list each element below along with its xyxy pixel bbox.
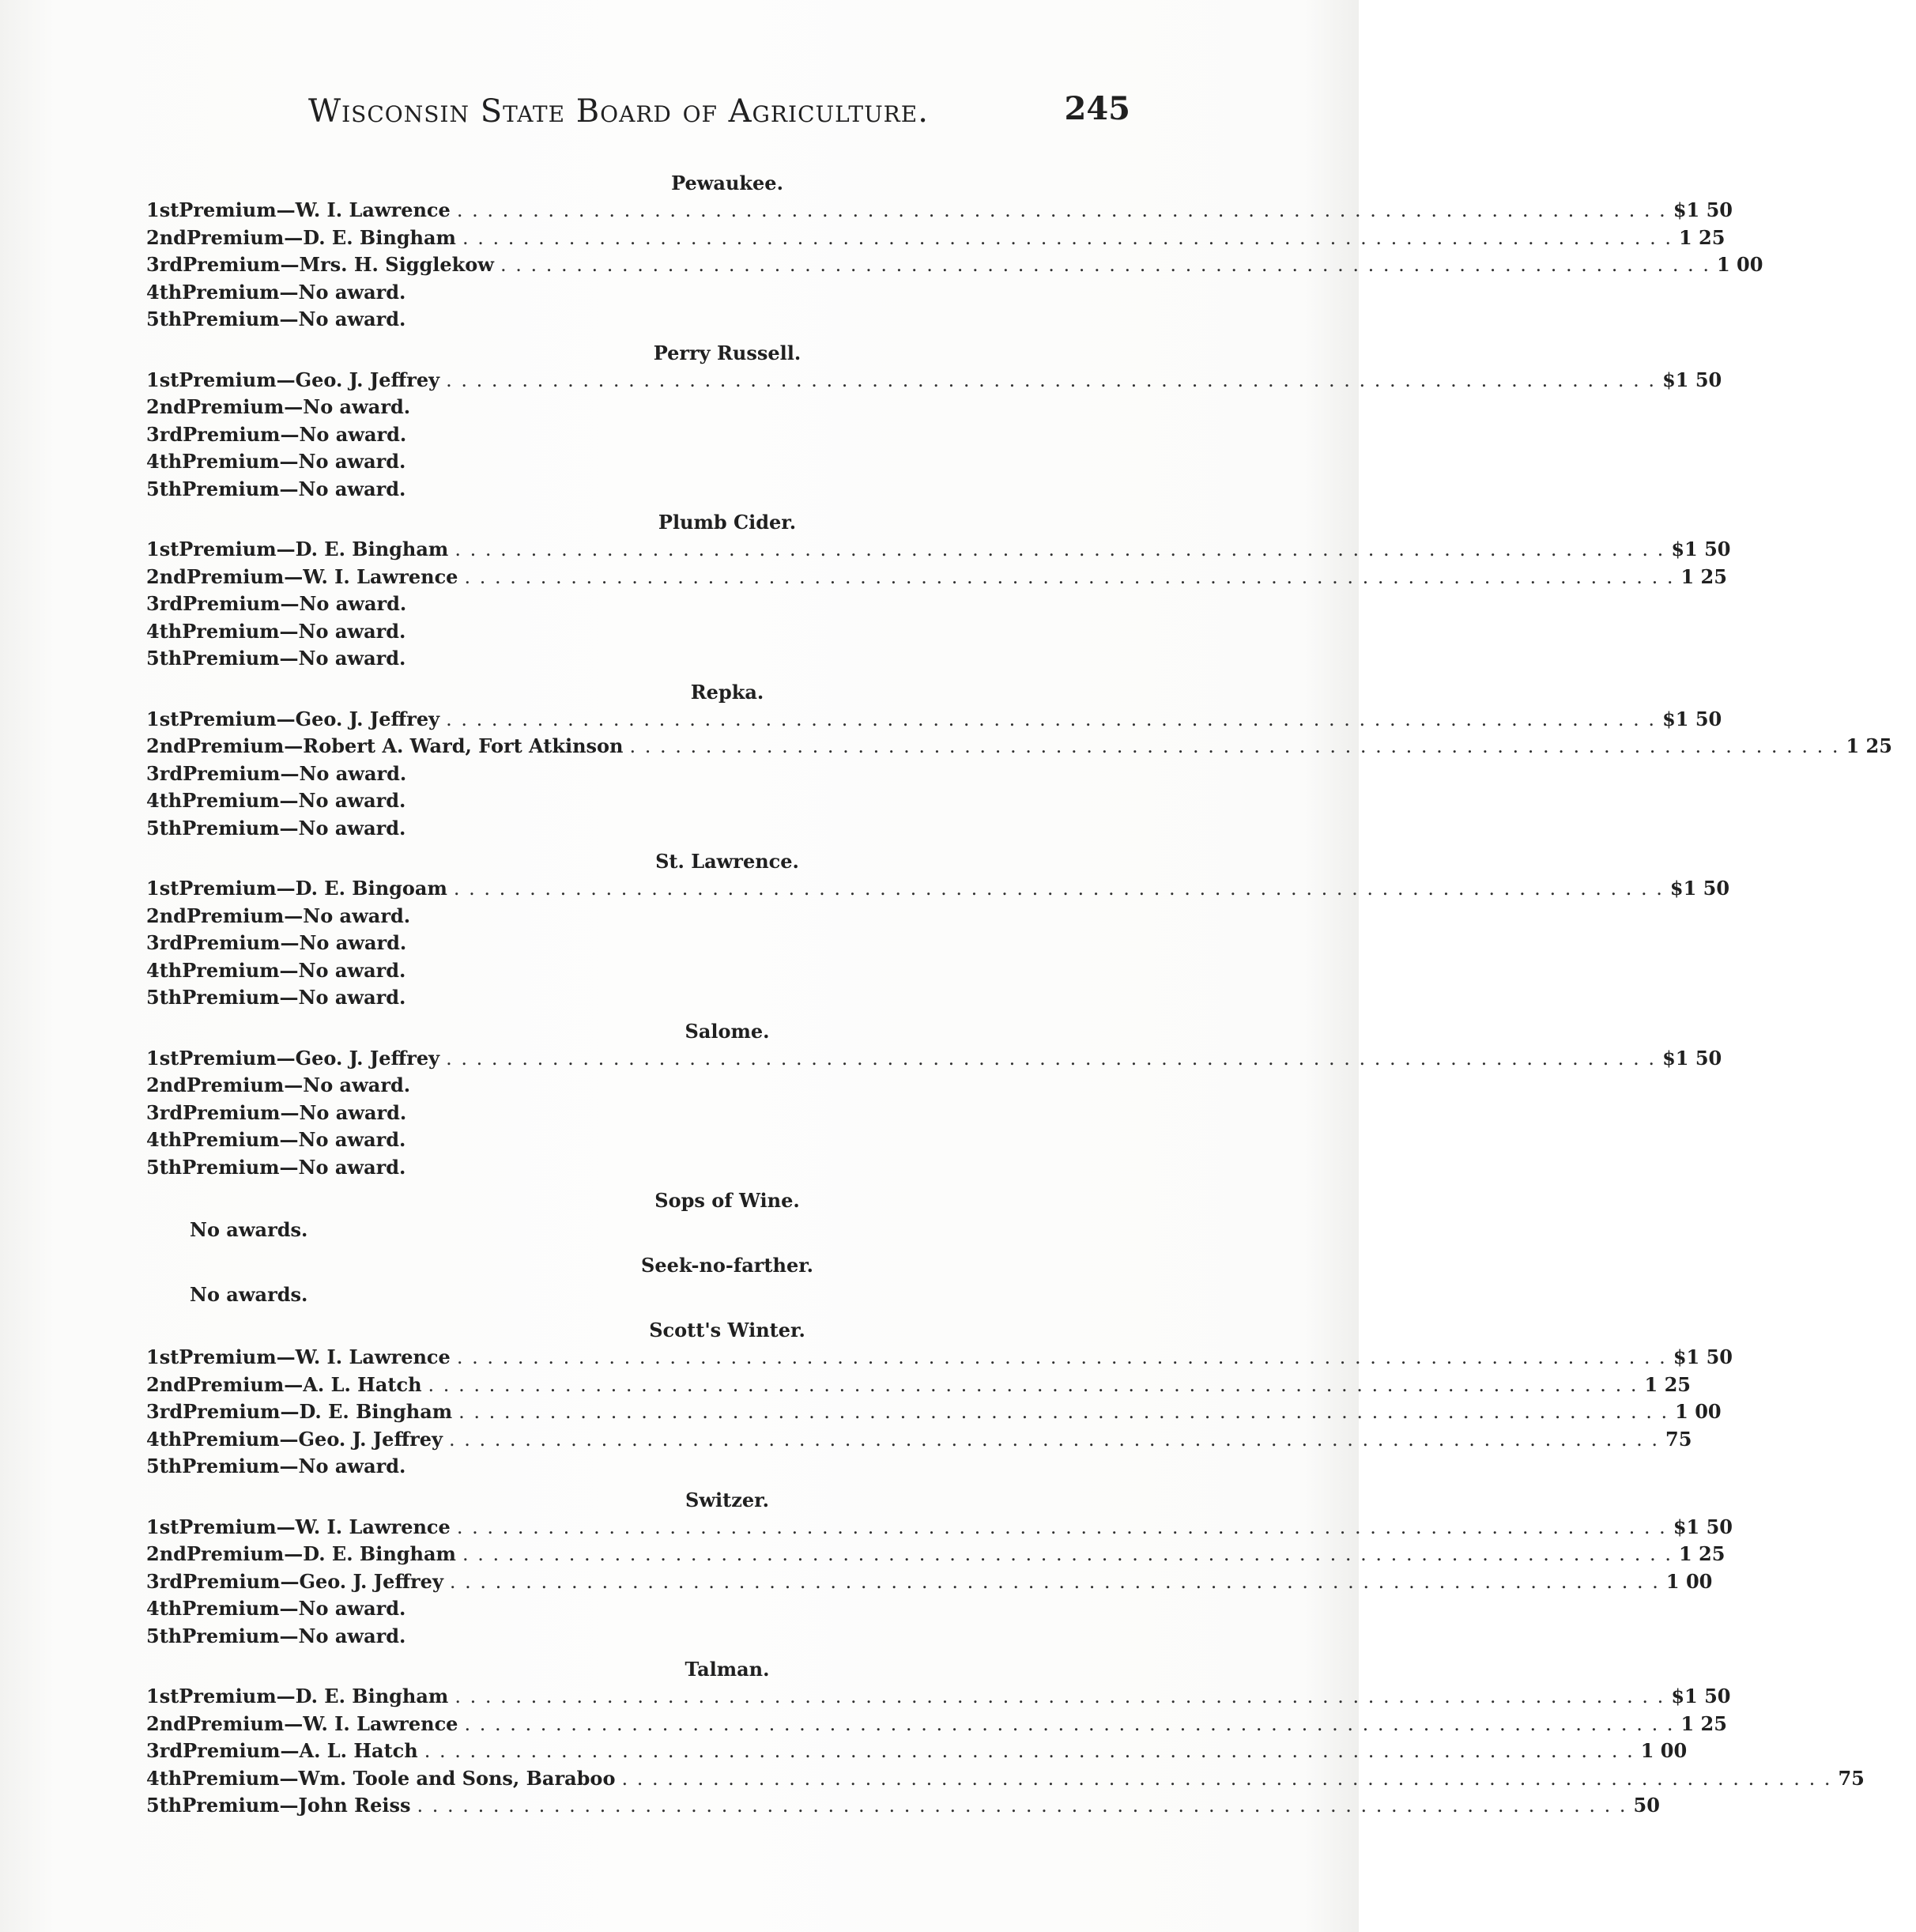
premium-row: [146, 1154, 1166, 1182]
section: [146, 1656, 1865, 1826]
premium-row: [146, 394, 1166, 421]
dot-leader: . . . . . . . . . . . . . . . . . . . . . . . . . . . . . . . . . . . . . . . . . . . . . . . . . . . . . . . . . . . . . . . . . . . . . . . . . . . . . . . .: [417, 1794, 1627, 1817]
premium-amount: $1 50: [1671, 538, 1731, 560]
dot-leader: . . . . . . . . . . . . . . . . . . . . . . . . . . . . . . . . . . . . . . . . . . . . . . . . . . . . . . . . . . . . . . . . . . . . . . . . . . . . . . . .: [454, 538, 1665, 560]
premium-place: 3rd: [146, 592, 183, 615]
premium-amount: $1 50: [1673, 198, 1733, 221]
premium-label: Premium—Geo. J. Jeffrey: [182, 1427, 443, 1451]
dot-leader: . . . . . . . . . . . . . . . . . . . . . . . . . . . . . . . . . . . . . . . . . . . . . . . . . . . . . . . . . . . . . . . . . . . . . . . . . . . . . . . .: [454, 1685, 1665, 1707]
premium-label: Premium—A. L. Hatch: [183, 1739, 418, 1762]
page-header: [308, 90, 1130, 141]
premium-amount: 1 25: [1680, 564, 1727, 588]
running-title: Wisconsin State Board of Agriculture.: [308, 93, 929, 130]
premium-place: 3rd: [146, 931, 183, 954]
premium-label: Premium—No award.: [186, 904, 411, 927]
premium-row: [146, 197, 1733, 225]
section-title: Perry Russell.: [653, 341, 801, 364]
premium-amount: 1 00: [1665, 1569, 1713, 1593]
section-gap: [146, 334, 1166, 340]
premium-label: Premium—Geo. J. Jeffrey: [179, 1046, 440, 1070]
premium-place: 1st: [146, 1345, 179, 1368]
premium-row: [146, 536, 1731, 564]
section-gap: [146, 1181, 1166, 1187]
premium-label: Premium—No award.: [183, 761, 407, 785]
premium-row: [146, 251, 1763, 279]
premium-place: 2nd: [146, 225, 187, 249]
premium-row: [146, 1344, 1733, 1372]
premium-label: Premium—No award.: [183, 931, 407, 954]
premium-amount: 1 00: [1716, 253, 1763, 276]
premium-row: [146, 1045, 1722, 1073]
premium-label: Premium—D. E. Bingham: [183, 1400, 453, 1423]
section: [146, 679, 1892, 849]
premium-label: Premium—Wm. Toole and Sons, Baraboo: [182, 1766, 616, 1790]
dot-leader: . . . . . . . . . . . . . . . . . . . . . . . . . . . . . . . . . . . . . . . . . . . . . . . . . . . . . . . . . . . . . . . . . . . . . . . . . . . . . . . .: [629, 735, 1840, 757]
premium-label: Premium—No award.: [182, 647, 406, 670]
premium-rows: [146, 1045, 1722, 1182]
premium-label: Premium—Geo. J. Jeffrey: [179, 707, 440, 730]
premium-place: 2nd: [146, 395, 187, 418]
premium-rows: [146, 197, 1763, 334]
premium-place: 4th: [146, 789, 183, 812]
premium-row: [146, 1711, 1727, 1738]
premium-label: Premium—No award.: [182, 1455, 406, 1477]
dot-leader: . . . . . . . . . . . . . . . . . . . . . . . . . . . . . . . . . . . . . . . . . . . . . . . . . . . . . . . . . . . . . . . . . . . . . . . . . . . . . . . .: [464, 1712, 1675, 1735]
premium-amount: 1 00: [1675, 1400, 1722, 1423]
section: [146, 509, 1731, 679]
premium-row: [146, 645, 1166, 673]
premium-rows: [146, 1683, 1865, 1820]
premium-amount: 75: [1838, 1766, 1865, 1790]
premium-place: 4th: [146, 958, 183, 982]
premium-place: 5th: [146, 986, 183, 1009]
premium-row: [146, 564, 1727, 591]
section-gap: [146, 1820, 1166, 1826]
premium-place: 5th: [146, 1455, 183, 1477]
premium-label: Premium—No award.: [182, 1155, 406, 1179]
premium-amount: $1 50: [1673, 1345, 1733, 1368]
section-gap: [146, 503, 1166, 509]
premium-place: 2nd: [146, 564, 187, 588]
dot-leader: . . . . . . . . . . . . . . . . . . . . . . . . . . . . . . . . . . . . . . . . . . . . . . . . . . . . . . . . . . . . . . . . . . . . . . . . . . . . . . . .: [446, 1047, 1657, 1070]
premium-row: [146, 1514, 1733, 1541]
premium-label: Premium—No award.: [182, 450, 406, 473]
premium-place: 2nd: [146, 1542, 187, 1565]
premium-label: Premium—W. I. Lawrence: [186, 564, 458, 588]
premium-label: Premium—Robert A. Ward, Fort Atkinson: [186, 734, 624, 757]
premium-row: [146, 760, 1166, 788]
premium-label: Premium—Mrs. H. Sigglekow: [183, 253, 494, 276]
dot-leader: . . . . . . . . . . . . . . . . . . . . . . . . . . . . . . . . . . . . . . . . . . . . . . . . . . . . . . . . . . . . . . . . . . . . . . . . . . . . . . . .: [458, 1401, 1669, 1423]
section-gap: [146, 1246, 1166, 1252]
dot-leader: . . . . . . . . . . . . . . . . . . . . . . . . . . . . . . . . . . . . . . . . . . . . . . . . . . . . . . . . . . . . . . . . . . . . . . . . . . . . . . . .: [456, 1346, 1667, 1368]
premium-amount: 1 25: [1644, 1372, 1691, 1396]
premium-place: 2nd: [146, 1711, 187, 1735]
premium-row: [146, 421, 1166, 449]
premium-label: Premium—No award.: [182, 1128, 406, 1151]
dot-leader: . . . . . . . . . . . . . . . . . . . . . . . . . . . . . . . . . . . . . . . . . . . . . . . . . . . . . . . . . . . . . . . . . . . . . . . . . . . . . . . .: [446, 368, 1657, 391]
premium-label: Premium—No award.: [182, 1597, 406, 1620]
premium-amount: $1 50: [1669, 877, 1730, 900]
premium-place: 3rd: [146, 422, 183, 446]
premium-place: 5th: [146, 1155, 183, 1179]
premium-amount: $1 50: [1671, 1685, 1731, 1707]
premium-place: 1st: [146, 1685, 179, 1707]
premium-place: 1st: [146, 1046, 179, 1070]
premium-place: 4th: [146, 1766, 183, 1790]
premium-row: [146, 1426, 1692, 1454]
premium-row: [146, 1738, 1688, 1765]
premium-row: [146, 618, 1166, 646]
premium-row: [146, 815, 1166, 843]
premium-amount: 1 25: [1680, 1711, 1727, 1735]
premium-place: 1st: [146, 538, 179, 560]
premium-amount: $1 50: [1662, 368, 1722, 391]
section-gap: [146, 673, 1166, 679]
dot-leader: . . . . . . . . . . . . . . . . . . . . . . . . . . . . . . . . . . . . . . . . . . . . . . . . . . . . . . . . . . . . . . . . . . . . . . . . . . . . . . . .: [621, 1767, 1832, 1790]
premium-row: [146, 1072, 1166, 1100]
section-title: Plumb Cider.: [658, 511, 797, 534]
premium-row: [146, 1683, 1731, 1711]
dot-leader: . . . . . . . . . . . . . . . . . . . . . . . . . . . . . . . . . . . . . . . . . . . . . . . . . . . . . . . . . . . . . . . . . . . . . . . . . . . . . . . .: [462, 1543, 1673, 1565]
premium-row: [146, 1372, 1691, 1399]
section: [146, 1252, 1166, 1317]
premium-place: 3rd: [146, 1100, 183, 1124]
premium-place: 5th: [146, 816, 183, 840]
premium-amount: 75: [1665, 1427, 1692, 1451]
section: [146, 170, 1763, 340]
section-title: Talman.: [685, 1658, 770, 1681]
premium-label: Premium—No award.: [182, 308, 406, 330]
premium-row: [146, 903, 1166, 930]
premium-row: [146, 733, 1892, 760]
premium-place: 4th: [146, 450, 183, 473]
premium-label: Premium—D. E. Bingham: [179, 1685, 449, 1707]
section-gap: [146, 1311, 1166, 1317]
premium-label: Premium—No award.: [183, 422, 407, 446]
premium-row: [146, 448, 1166, 476]
premium-place: 3rd: [146, 1569, 183, 1593]
premium-place: 5th: [146, 1794, 183, 1817]
section-gap: [146, 842, 1166, 848]
premium-label: Premium—A. L. Hatch: [186, 1372, 422, 1396]
premium-rows: [146, 1344, 1733, 1481]
premium-place: 2nd: [146, 1074, 187, 1096]
dot-leader: . . . . . . . . . . . . . . . . . . . . . . . . . . . . . . . . . . . . . . . . . . . . . . . . . . . . . . . . . . . . . . . . . . . . . . . . . . . . . . . .: [446, 708, 1657, 730]
premium-amount: 1 25: [1678, 225, 1726, 249]
premium-rows: [146, 367, 1722, 504]
page-number: 245: [1064, 90, 1130, 127]
premium-label: Premium—No award.: [182, 986, 406, 1009]
section: [146, 1317, 1733, 1487]
premium-place: 4th: [146, 1427, 183, 1451]
dot-leader: . . . . . . . . . . . . . . . . . . . . . . . . . . . . . . . . . . . . . . . . . . . . . . . . . . . . . . . . . . . . . . . . . . . . . . . . . . . . . . . .: [462, 226, 1673, 249]
section: [146, 1487, 1733, 1657]
premium-place: 1st: [146, 877, 179, 900]
premium-label: Premium—No award.: [186, 395, 411, 418]
premium-label: Premium—D. E. Bingham: [186, 225, 456, 249]
premium-place: 3rd: [146, 1739, 183, 1762]
dot-leader: . . . . . . . . . . . . . . . . . . . . . . . . . . . . . . . . . . . . . . . . . . . . . . . . . . . . . . . . . . . . . . . . . . . . . . . . . . . . . . . .: [464, 565, 1675, 588]
section: [146, 1187, 1166, 1252]
premium-label: Premium—John Reiss: [182, 1794, 411, 1817]
premium-label: Premium—No award.: [183, 1100, 407, 1124]
premium-place: 5th: [146, 308, 183, 330]
premium-label: Premium—D. E. Bingoam: [179, 877, 447, 900]
premium-label: Premium—D. E. Bingham: [179, 538, 449, 560]
premium-row: [146, 1126, 1166, 1154]
dot-leader: . . . . . . . . . . . . . . . . . . . . . . . . . . . . . . . . . . . . . . . . . . . . . . . . . . . . . . . . . . . . . . . . . . . . . . . . . . . . . . . .: [449, 1570, 1660, 1593]
premium-place: 3rd: [146, 761, 183, 785]
premium-rows: [146, 1514, 1733, 1651]
premium-label: Premium—No award.: [186, 1074, 411, 1096]
section-title: Seek-no-farther.: [640, 1254, 814, 1277]
section-title: St. Lawrence.: [655, 850, 799, 873]
premium-row: [146, 984, 1166, 1012]
dot-leader: . . . . . . . . . . . . . . . . . . . . . . . . . . . . . . . . . . . . . . . . . . . . . . . . . . . . . . . . . . . . . . . . . . . . . . . . . . . . . . . .: [456, 1515, 1667, 1538]
dot-leader: . . . . . . . . . . . . . . . . . . . . . . . . . . . . . . . . . . . . . . . . . . . . . . . . . . . . . . . . . . . . . . . . . . . . . . . . . . . . . . . .: [456, 199, 1667, 221]
premium-label: Premium—No award.: [182, 816, 406, 840]
premium-rows: [146, 706, 1892, 843]
premium-amount: 1 00: [1640, 1739, 1688, 1762]
no-awards-note: No awards.: [190, 1218, 308, 1241]
section-title: Scott's Winter.: [649, 1319, 805, 1341]
section-gap: [146, 1650, 1166, 1656]
section-title: Salome.: [685, 1019, 770, 1043]
premium-row: [146, 957, 1166, 985]
premium-amount: 50: [1633, 1794, 1660, 1817]
premium-row: [146, 1568, 1713, 1596]
section-title: Switzer.: [685, 1488, 769, 1511]
premium-place: 3rd: [146, 1400, 183, 1423]
premium-amount: $1 50: [1673, 1515, 1733, 1538]
premium-place: 5th: [146, 477, 183, 500]
premium-rows: [146, 536, 1731, 673]
premium-row: [146, 1453, 1166, 1481]
premium-list: [146, 170, 1892, 1826]
dot-leader: . . . . . . . . . . . . . . . . . . . . . . . . . . . . . . . . . . . . . . . . . . . . . . . . . . . . . . . . . . . . . . . . . . . . . . . . . . . . . . . .: [500, 254, 1710, 276]
section: [146, 340, 1722, 510]
premium-amount: $1 50: [1662, 707, 1722, 730]
premium-label: Premium—Geo. J. Jeffrey: [183, 1569, 443, 1593]
section: [146, 1018, 1722, 1188]
premium-place: 4th: [146, 1128, 183, 1151]
premium-row: [146, 875, 1730, 903]
premium-row: [146, 1595, 1166, 1623]
premium-label: Premium—No award.: [182, 789, 406, 812]
section-gap: [146, 1012, 1166, 1018]
no-awards-note: No awards.: [190, 1283, 308, 1306]
premium-label: Premium—No award.: [182, 619, 406, 643]
premium-row: [146, 367, 1722, 394]
premium-row: [146, 1792, 1660, 1820]
premium-amount: 1 25: [1678, 1542, 1726, 1565]
premium-row: [146, 476, 1166, 504]
premium-label: Premium—W. I. Lawrence: [179, 198, 451, 221]
premium-place: 2nd: [146, 904, 187, 927]
premium-label: Premium—W. I. Lawrence: [179, 1345, 451, 1368]
premium-row: [146, 787, 1166, 815]
premium-label: Premium—No award.: [182, 958, 406, 982]
premium-label: Premium—No award.: [182, 1624, 406, 1647]
premium-row: [146, 591, 1166, 618]
premium-rows: [146, 875, 1730, 1012]
dot-leader: . . . . . . . . . . . . . . . . . . . . . . . . . . . . . . . . . . . . . . . . . . . . . . . . . . . . . . . . . . . . . . . . . . . . . . . . . . . . . . . .: [424, 1740, 1635, 1762]
premium-place: 2nd: [146, 734, 187, 757]
dot-leader: . . . . . . . . . . . . . . . . . . . . . . . . . . . . . . . . . . . . . . . . . . . . . . . . . . . . . . . . . . . . . . . . . . . . . . . . . . . . . . . .: [449, 1428, 1659, 1451]
premium-row: [146, 1765, 1865, 1793]
premium-label: Premium—W. I. Lawrence: [179, 1515, 451, 1538]
premium-amount: 1 25: [1846, 734, 1892, 757]
premium-place: 4th: [146, 280, 183, 304]
premium-place: 2nd: [146, 1372, 187, 1396]
premium-place: 3rd: [146, 253, 183, 276]
premium-row: [146, 225, 1726, 252]
section-title: Repka.: [690, 680, 764, 704]
premium-row: [146, 306, 1166, 334]
section: [146, 848, 1730, 1018]
premium-label: Premium—D. E. Bingham: [186, 1542, 456, 1565]
premium-row: [146, 1541, 1726, 1568]
section-title: Sops of Wine.: [654, 1189, 800, 1212]
premium-amount: $1 50: [1662, 1046, 1722, 1070]
premium-place: 4th: [146, 619, 183, 643]
premium-row: [146, 1398, 1722, 1426]
premium-place: 4th: [146, 1597, 183, 1620]
premium-place: 1st: [146, 198, 179, 221]
premium-label: Premium—W. I. Lawrence: [186, 1711, 458, 1735]
premium-place: 1st: [146, 368, 179, 391]
premium-row: [146, 279, 1166, 307]
premium-row: [146, 1623, 1166, 1651]
section-gap: [146, 1481, 1166, 1487]
premium-label: Premium—Geo. J. Jeffrey: [179, 368, 440, 391]
premium-row: [146, 930, 1166, 957]
premium-place: 1st: [146, 707, 179, 730]
section-title: Pewaukee.: [671, 172, 783, 194]
premium-place: 5th: [146, 647, 183, 670]
premium-label: Premium—No award.: [183, 592, 407, 615]
premium-label: Premium—No award.: [182, 280, 406, 304]
dot-leader: . . . . . . . . . . . . . . . . . . . . . . . . . . . . . . . . . . . . . . . . . . . . . . . . . . . . . . . . . . . . . . . . . . . . . . . . . . . . . . . .: [428, 1373, 1639, 1396]
premium-row: [146, 1100, 1166, 1127]
premium-row: [146, 706, 1722, 734]
premium-label: Premium—No award.: [182, 477, 406, 500]
premium-place: 5th: [146, 1624, 183, 1647]
premium-place: 1st: [146, 1515, 179, 1538]
dot-leader: . . . . . . . . . . . . . . . . . . . . . . . . . . . . . . . . . . . . . . . . . . . . . . . . . . . . . . . . . . . . . . . . . . . . . . . . . . . . . . . .: [453, 877, 1664, 900]
